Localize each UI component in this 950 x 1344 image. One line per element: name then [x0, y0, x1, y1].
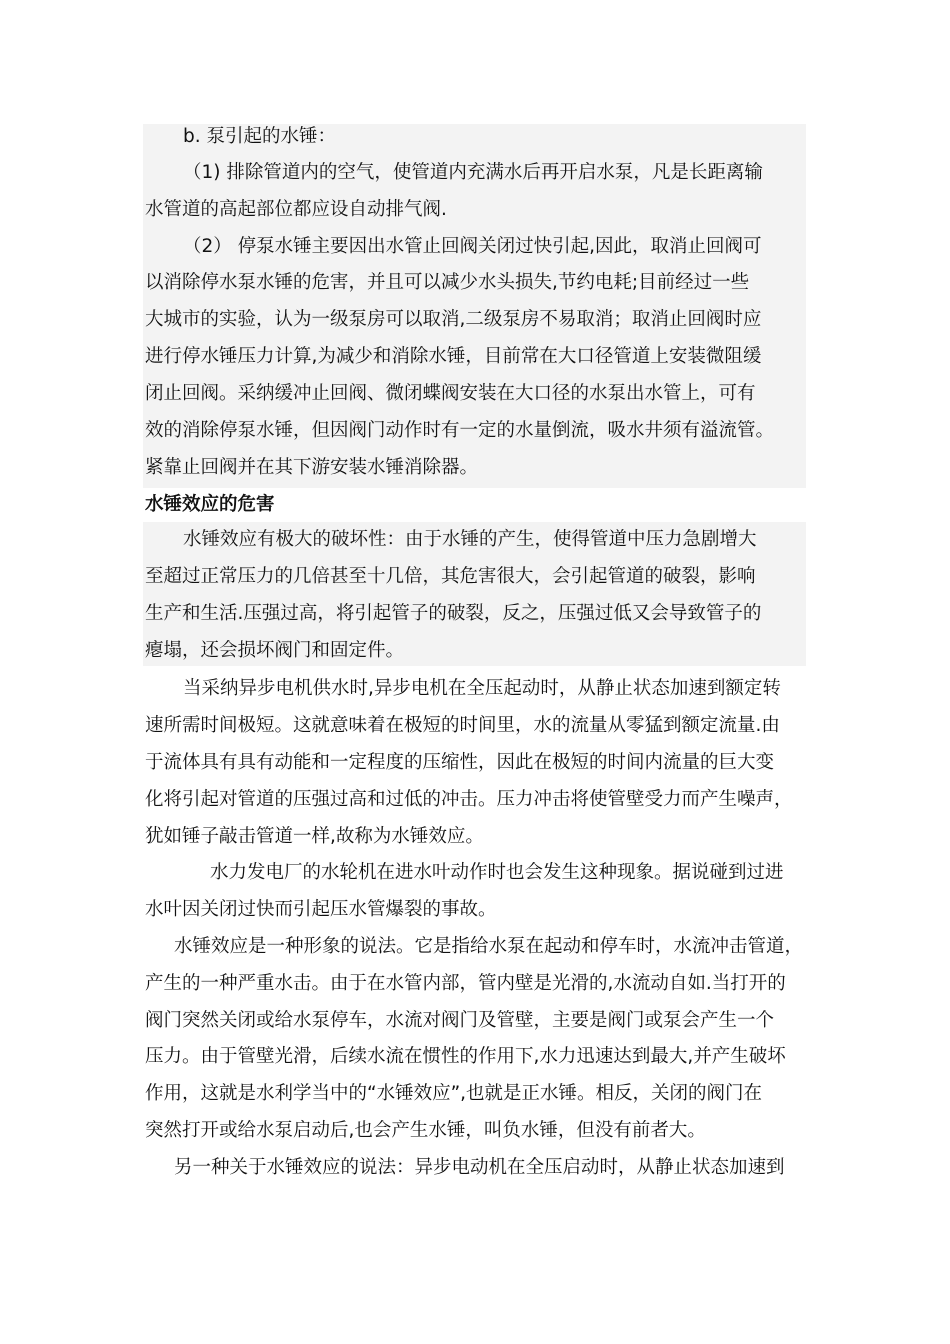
section-b-title: b. 泵引起的水锤： — [183, 126, 337, 147]
paragraph-line: 产生的一种严重水击。由于在水管内部，管内壁是光滑的,水流动自如.当打开的 — [145, 973, 786, 994]
paragraph-line: 水锤效应有极大的破坏性：由于水锤的产生，使得管道中压力急剧增大 — [183, 529, 757, 550]
paragraph-line: 水锤效应是一种形象的说法。它是指给水泵在起动和停车时，水流冲击管道， — [174, 936, 804, 957]
paragraph-line: 效的消除停泵水锤，但因阀门动作时有一定的水量倒流，吸水井须有溢流管。 — [145, 420, 775, 441]
paragraph-line: 进行停水锤压力计算,为减少和消除水锤，目前常在大口径管道上安装微阻缓 — [145, 346, 762, 367]
paragraph-line: 水叶因关闭过快而引起压水管爆裂的事故。 — [145, 899, 497, 920]
paragraph-line: 水管道的高起部位都应设自动排气阀. — [145, 199, 447, 220]
paragraph-line: 压力。由于管壁光滑，后续水流在惯性的作用下,水力迅速达到最大,并产生破坏 — [145, 1046, 786, 1067]
paragraph-line: 犹如锤子敲击管道一样,故称为水锤效应。 — [145, 826, 484, 847]
paragraph-line: （2） 停泵水锤主要因出水管止回阀关闭过快引起,因此，取消止回阀可 — [183, 236, 762, 257]
paragraph-line: 另一种关于水锤效应的说法：异步电动机在全压启动时，从静止状态加速到 — [174, 1157, 785, 1178]
paragraph-line: 闭止回阀。采纳缓冲止回阀、微闭蝶阀安装在大口径的水泵出水管上，可有 — [145, 383, 756, 404]
paragraph-line: 水力发电厂的水轮机在进水叶动作时也会发生这种现象。据说碰到过进 — [210, 862, 784, 883]
paragraph-line: 大城市的实验，认为一级泵房可以取消,二级泵房不易取消；取消止回阀时应 — [145, 309, 762, 330]
paragraph-line: 速所需时间极短。这就意味着在极短的时间里，水的流量从零猛到额定流量.由 — [145, 715, 780, 736]
paragraph-line: 生产和生活.压强过高，将引起管子的破裂，反之，压强过低又会导致管子的 — [145, 603, 762, 624]
paragraph-line: 至超过正常压力的几倍甚至十几倍，其危害很大，会引起管道的破裂，影响 — [145, 566, 756, 587]
paragraph-line: 化将引起对管道的压强过高和过低的冲击。压力冲击将使管壁受力而产生噪声， — [145, 789, 793, 810]
paragraph-line: 紧靠止回阀并在其下游安装水锤消除器。 — [145, 457, 479, 478]
section-heading: 水锤效应的危害 — [145, 494, 275, 515]
paragraph-line: 以消除停水泵水锤的危害，并且可以减少水头损失,节约电耗;目前经过一些 — [145, 272, 750, 293]
paragraph-line: 当采纳异步电机供水时,异步电机在全压起动时，从静止状态加速到额定转 — [183, 678, 781, 699]
paragraph-line: 作用，这就是水利学当中的“水锤效应”,也就是正水锤。相反，关闭的阀门在 — [145, 1083, 763, 1104]
paragraph-line: 于流体具有具有动能和一定程度的压缩性，因此在极短的时间内流量的巨大变 — [145, 752, 775, 773]
paragraph-line: 瘪塌，还会损坏阀门和固定件。 — [145, 640, 405, 661]
paragraph-line: （1) 排除管道内的空气，使管道内充满水后再开启水泵，凡是长距离输 — [183, 162, 763, 183]
paragraph-line: 阀门突然关闭或给水泵停车，水流对阀门及管壁，主要是阀门或泵会产生一个 — [145, 1010, 775, 1031]
paragraph-line: 突然打开或给水泵启动后,也会产生水锤，叫负水锤，但没有前者大。 — [145, 1120, 706, 1141]
